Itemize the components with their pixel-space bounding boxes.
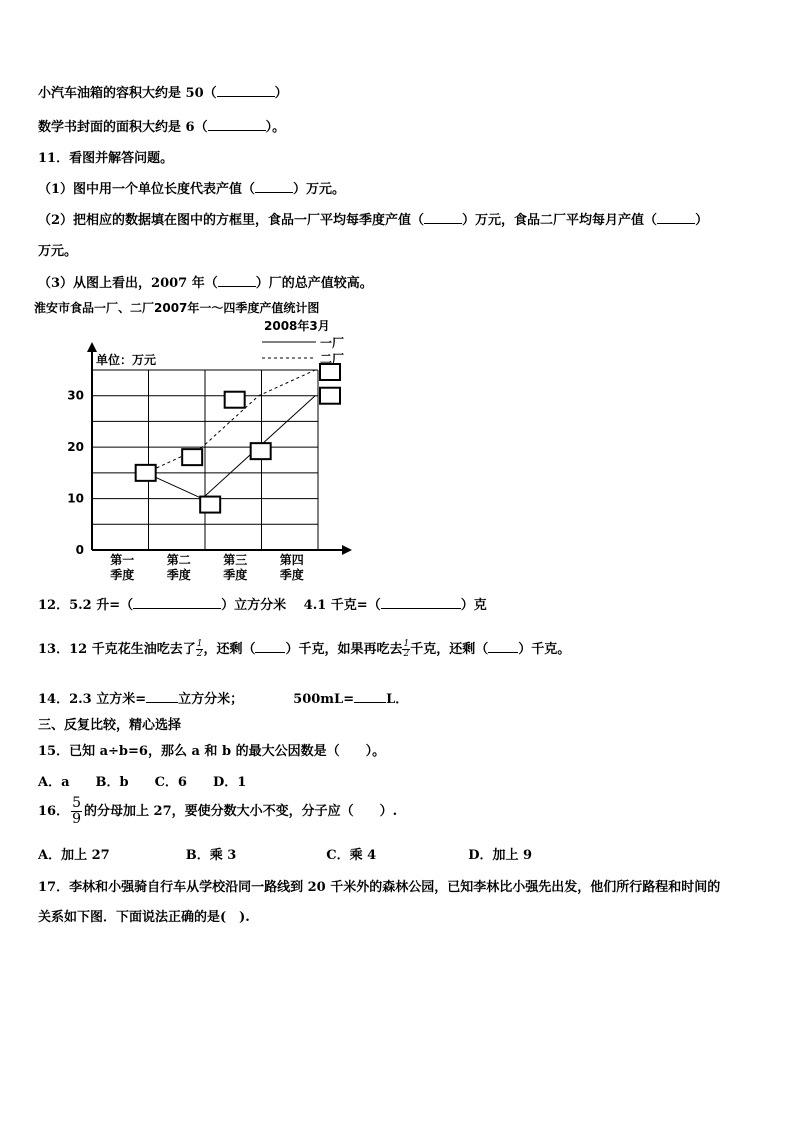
- q13-text-a: 13．12 千克花生油吃去了: [38, 642, 196, 657]
- answer-blank[interactable]: [133, 596, 221, 609]
- q13-text-b: ，还剩（: [203, 642, 256, 657]
- x-tick-label: 季度: [110, 568, 135, 582]
- chart-grid: [92, 370, 318, 550]
- x-tick-label: 季度: [223, 568, 248, 582]
- legend-label: 一厂: [320, 336, 345, 350]
- q14-text-c: 500mL=: [293, 692, 355, 707]
- question-17-line1: 17．李林和小强骑自行车从学校沿同一路线到 20 千米外的森林公园，已知李林比小强先出发，他们所行路程和时间的: [38, 880, 721, 895]
- q13-text-d: 千克，还剩（: [410, 642, 489, 657]
- answer-boxes: [136, 364, 340, 513]
- answer-box: [200, 497, 220, 513]
- answer-blank[interactable]: [381, 596, 461, 609]
- q11-1-text-end: ）万元。: [293, 182, 346, 197]
- answer-blank[interactable]: [255, 640, 285, 653]
- question-11-part3: [38, 272, 373, 291]
- q11-2-text: （2）把相应的数据填在图中的方框里，食品一厂平均每季度产值（: [38, 213, 425, 228]
- answer-blank[interactable]: [424, 211, 462, 224]
- book-cover-text: 数学书封面的面积大约是 6（: [38, 120, 208, 135]
- line-book-cover: [38, 116, 285, 135]
- fraction-numerator: 1: [196, 639, 203, 649]
- answer-blank[interactable]: [217, 84, 275, 97]
- question-11-part2: [38, 209, 708, 228]
- chart-axes: [87, 342, 352, 555]
- answer-box: [251, 443, 271, 459]
- fraction-denominator: 2: [403, 649, 410, 659]
- question-11-title: 11．看图并解答问题。: [38, 151, 174, 166]
- production-line-chart: [30, 296, 390, 586]
- q12-text-b: ）立方分米 4.1 千克=（: [221, 598, 381, 613]
- answer-box: [182, 449, 202, 465]
- fraction-five-ninths: [71, 796, 82, 827]
- answer-box: [225, 392, 245, 408]
- y-tick-labels: [67, 389, 84, 557]
- answer-box: [320, 364, 340, 380]
- question-12: [38, 594, 487, 613]
- line-car-tank: [38, 82, 288, 101]
- option-b: B．乘 3: [185, 848, 237, 863]
- question-11-part2-wrap: 万元。: [38, 244, 78, 259]
- question-14: [38, 688, 408, 707]
- answer-blank[interactable]: [146, 690, 178, 703]
- q13-text-e: ）千克。: [518, 642, 571, 657]
- question-13: [38, 638, 570, 659]
- x-tick-labels: [110, 552, 304, 582]
- x-tick-label: 季度: [279, 568, 304, 582]
- q14-text-b: 立方分米；: [178, 692, 244, 707]
- x-tick-label: 第三: [223, 553, 248, 567]
- y-tick-label: 30: [67, 388, 84, 403]
- fraction-numerator: 5: [72, 795, 82, 811]
- q12-text-a: 12．5.2 升=（: [38, 598, 134, 613]
- q14-text-d: L．: [386, 692, 409, 707]
- answer-blank[interactable]: [255, 180, 293, 193]
- q11-1-text: （1）图中用一个单位长度代表产值（: [38, 182, 256, 197]
- q11-3-text-end: ）厂的总产值较高。: [255, 276, 373, 291]
- question-16-options: [38, 844, 532, 863]
- y-axis-arrow: [87, 342, 97, 352]
- chart-legend: [262, 336, 344, 366]
- q16-text: 的分母加上 27，要使分数大小不变，分子应（ ）.: [84, 804, 398, 819]
- y-tick-label: 0: [75, 543, 84, 557]
- fraction-denominator: 9: [72, 811, 82, 827]
- answer-blank[interactable]: [354, 690, 386, 703]
- q11-2-text-mid: ）万元，食品二厂平均每月产值（: [462, 213, 658, 228]
- x-tick-label: 第一: [110, 553, 135, 567]
- car-tank-close: ）: [274, 86, 288, 101]
- x-tick-label: 季度: [166, 568, 191, 582]
- x-tick-label: 第四: [279, 553, 304, 567]
- legend-label: 二厂: [320, 352, 345, 366]
- fraction-numerator: 1: [403, 639, 410, 649]
- q14-text-a: 14．2.3 立方米=: [38, 692, 147, 707]
- q16-number: 16．: [38, 804, 70, 819]
- q12-text-c: ）克: [460, 598, 487, 613]
- option-a: A．加上 27: [38, 848, 110, 863]
- answer-blank[interactable]: [488, 640, 518, 653]
- fraction-denominator: 2: [196, 649, 203, 659]
- x-axis-arrow: [342, 545, 352, 555]
- option-c: C．乘 4: [326, 848, 377, 863]
- q11-2-text-close: ）: [695, 213, 709, 228]
- y-tick-label: 20: [67, 440, 84, 455]
- answer-blank[interactable]: [208, 118, 266, 131]
- question-15-options: A．a B．b C．6 D．1: [38, 775, 247, 790]
- q11-3-text: （3）从图上看出，2007 年（: [38, 276, 218, 291]
- answer-blank[interactable]: [218, 274, 256, 287]
- question-11-part1: [38, 178, 345, 197]
- section-three-title: 三、反复比较，精心选择: [38, 718, 182, 733]
- x-tick-label: 第二: [166, 553, 191, 567]
- question-15: 15．已知 a÷b=6，那么 a 和 b 的最大公因数是（ ）。: [38, 744, 386, 759]
- option-d: D．加上 9: [468, 848, 533, 863]
- book-cover-close: ）。: [265, 120, 286, 135]
- answer-blank[interactable]: [657, 211, 695, 224]
- q13-text-c: ）千克，如果再吃去: [285, 642, 403, 657]
- chart-series: [146, 370, 315, 499]
- answer-box: [320, 388, 340, 404]
- chart-title: 淮安市食品一厂、二厂2007年一～四季度产值统计图: [34, 301, 320, 315]
- chart-subtitle: 2008年3月: [264, 319, 330, 333]
- unit-label: 单位：万元: [96, 353, 157, 367]
- question-17-line2: 关系如下图．下面说法正确的是( ).: [38, 910, 250, 925]
- car-tank-text: 小汽车油箱的容积大约是 50（: [38, 86, 217, 101]
- answer-box: [136, 465, 156, 481]
- question-16: [38, 796, 397, 827]
- y-tick-label: 10: [67, 491, 84, 506]
